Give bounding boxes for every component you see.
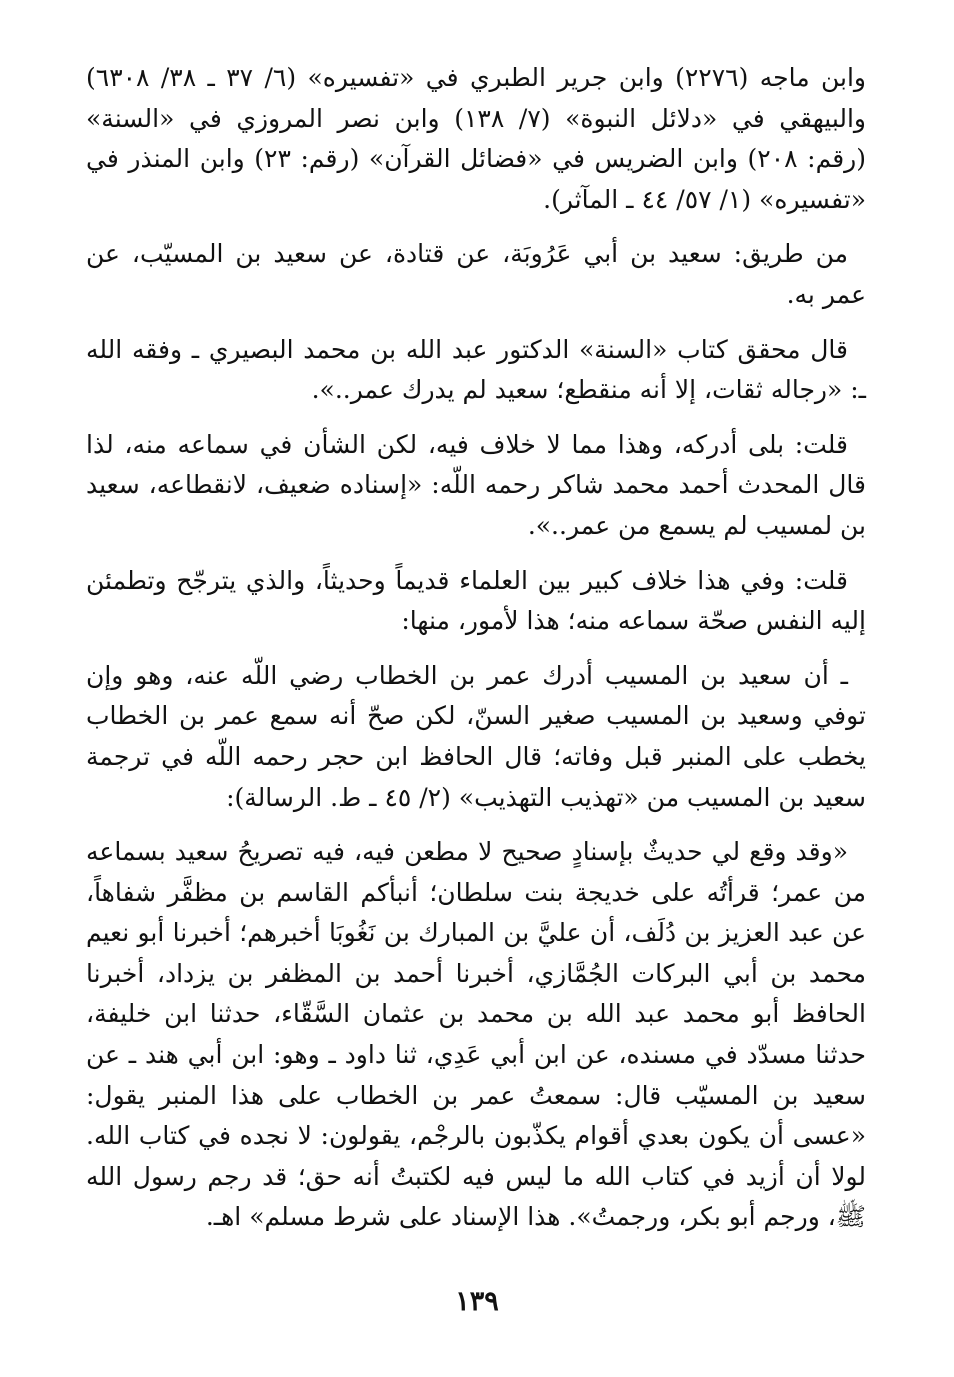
page-body [86, 58, 866, 1252]
paragraph-first-reason: ـ أن سعيد بن المسيب أدرك عمر بن الخطاب رضي اللّه عنه، وهو وإن توفي وسعيد بن المسيب صغير السنّ، لكن صحّ أنه سمع عمر بن الخطاب يخطب على المنبر قبل وفاته؛ قال الحافظ ابن حجر رحمه اللّه في ترجمة سعيد بن المسيب من «تهذيب التهذيب» (٢/ ٤٥ ـ ط. الرسالة): [86, 660, 866, 812]
paragraph-chain-of-narration: من طريق: سعيد بن أبي عَرُوبَة، عن قتادة، عن سعيد بن المسيّب، عن عمر به. [86, 239, 866, 309]
paragraph-ibn-hajar-quote: «وقد وقع لي حديثٌ بإسنادٍ صحيح لا مطعن فيه، فيه تصريحُ سعيد بسماعه من عمر؛ قرأتُه على خديجة بنت سلطان؛ أنبأكم القاسم بن مظفَّر شفاهاً، عن عبد العزيز بن دُلَف، أن عليَّ بن المبارك بن نَغُوبَا أخبرهم؛ أخبرنا أبو نعيم محمد بن أبي البركات الجُمَّازي، أخبرنا أحمد بن المظفر بن يزداد، أخبرنا الحافظ أبو محمد عبد الله بن محمد بن عثمان السَّقّاء، حدثنا ابن خليفة، حدثنا مسدّد في مسنده، عن ابن أبي عَدِي، ثنا داود ـ وهو: ابن أبي هند ـ عن سعيد بن المسيّب قال: سمعتُ عمر بن الخطاب على هذا المنبر يقول: «عسى أن يكون بعدي أقوام يكذّبون بالرجْم، يقولون: لا نجده في كتاب الله. لولا أن أزيد في كتاب الله ما ليس فيه لكتبتُ أنه حق؛ قد رجم رسول الله ﷺ، ورجم أبو بكر، ورجمتُ». هذا الإسناد على شرط مسلم» اهـ. [86, 837, 866, 1232]
page-number: ١٣٩ [455, 1286, 499, 1317]
paragraph-busairi-remark: قال محقق كتاب «السنة» الدكتور عبد الله بن محمد البصيري ـ وفقه الله ـ: «رجاله ثقات، إلا أنه منقطع؛ سعيد لم يدرك عمر..». [86, 334, 866, 405]
paragraph-citation-sources: وابن ماجه (٢٢٧٦) وابن جرير الطبري في «تفسيره» (٦/ ٣٧ ـ ٣٨/ ٦٣٠٨) والبيهقي في «دلائل النبوة» (٧/ ١٣٨) وابن نصر المروزي في «السنة» (رقم: ٢٠٨) وابن الضريس في «فضائل القرآن» (رقم: ٢٣) وابن المنذر في «تفسيره» (١/ ٥٧/ ٤٤ ـ المآثر). [86, 63, 866, 214]
paragraph-shakir-remark: قلت: بلى أدركه، وهذا مما لا خلاف فيه، لكن الشأن في سماعه منه، لذا قال المحدث أحمد محمد شاكر رحمه اللّه: «إسناده ضعيف، لانقطاعه، سعيد بن لمسيب لم يسمع من عمر..». [86, 429, 866, 540]
paragraph-author-opinion: قلت: وفي هذا خلاف كبير بين العلماء قديماً وحديثاً، والذي يترجّح وتطمئن إليه النفس صحّة سماعه منه؛ هذا لأمور، منها: [86, 565, 866, 636]
